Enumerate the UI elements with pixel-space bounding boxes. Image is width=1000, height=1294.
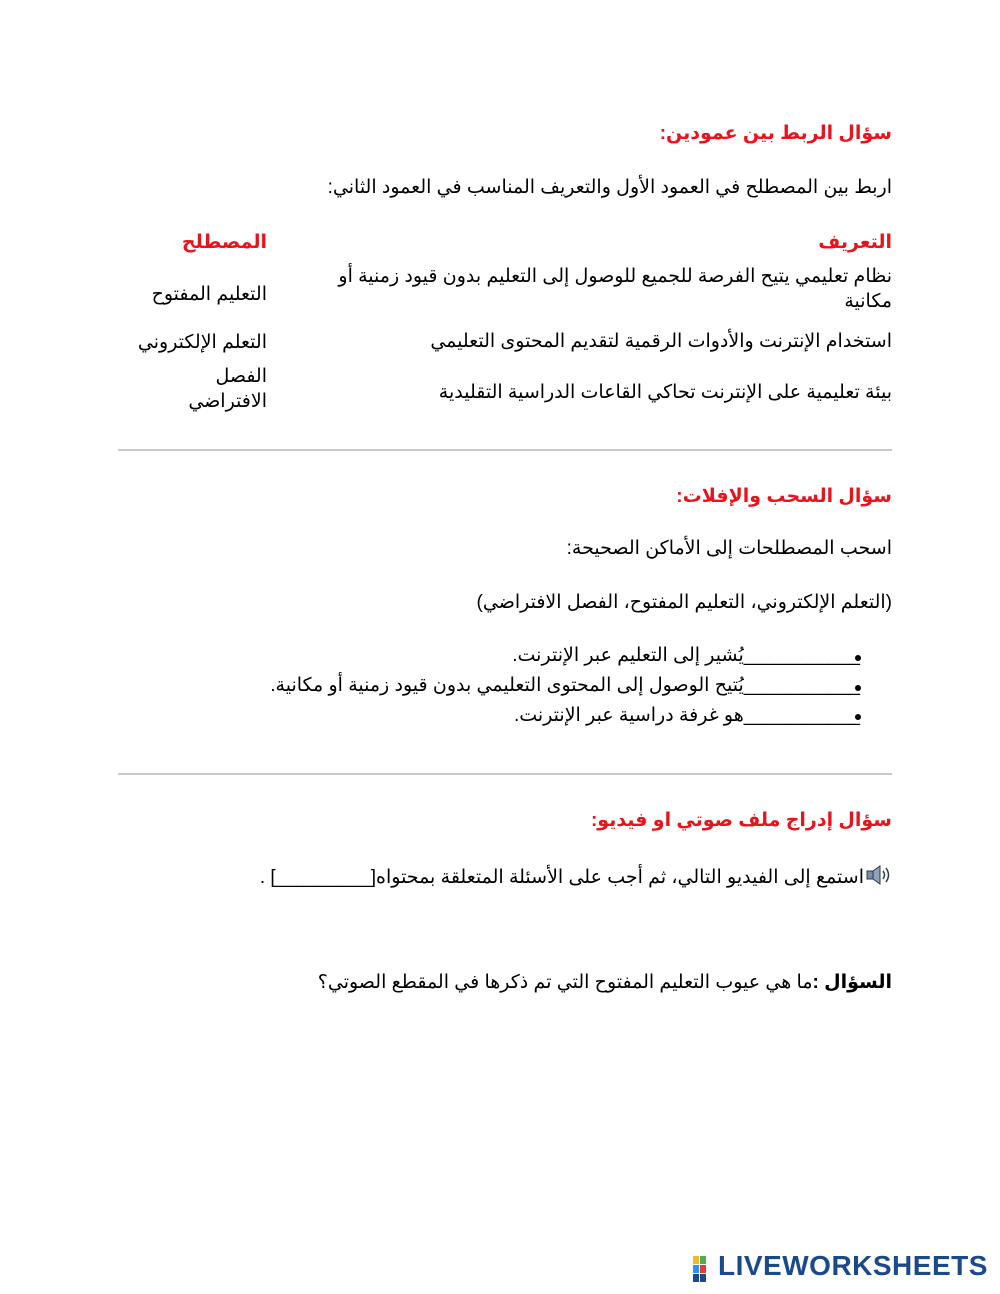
definition-1[interactable]: نظام تعليمي يتيح الفرصة للجميع للوصول إلى التعليم بدون قيود زمنية أو مكانية [338, 266, 892, 312]
drop-item-1[interactable]: ___________يُشير إلى التعليم عبر الإنترنت. [512, 645, 860, 666]
section2-instruction: اسحب المصطلحات إلى الأماكن الصحيحة: [566, 538, 892, 559]
question-row [318, 971, 892, 994]
term-1[interactable]: التعليم المفتوح [151, 284, 267, 305]
section2-title: سؤال السحب والإفلات: [676, 486, 892, 507]
definition-3[interactable]: بيئة تعليمية على الإنترنت تحاكي القاعات الدراسية التقليدية [438, 382, 892, 403]
term-2[interactable]: التعلم الإلكتروني [137, 332, 267, 353]
brand-name[interactable]: LIVEWORKSHEETS [718, 1250, 988, 1281]
term-header: المصطلح [181, 232, 267, 253]
divider-1 [118, 449, 892, 451]
speaker-icon[interactable] [866, 864, 892, 892]
definition-header: التعريف [818, 232, 892, 253]
question-label: السؤال : [812, 972, 892, 993]
section1-title: سؤال الربط بين عمودين: [659, 123, 892, 144]
audio-instruction: استمع إلى الفيديو التالي، ثم أجب على الأسئلة المتعلقة بمحتواه[_________] . [259, 867, 864, 889]
divider-2 [118, 773, 892, 775]
section3-title: سؤال إدراج ملف صوتي او فيديو: [590, 810, 892, 831]
word-bank[interactable]: (التعلم الإلكتروني، التعليم المفتوح، الفصل الافتراضي) [476, 592, 892, 613]
liveworksheets-logo-icon [693, 1256, 715, 1282]
section1-instruction: اربط بين المصطلح في العمود الأول والتعريف المناسب في العمود الثاني: [327, 177, 892, 198]
definition-2[interactable]: استخدام الإنترنت والأدوات الرقمية لتقديم المحتوى التعليمي [430, 331, 892, 352]
term-3[interactable]: الفصل الافتراضي [188, 366, 267, 412]
drop-item-2[interactable]: ___________يُتيح الوصول إلى المحتوى التعليمي بدون قيود زمنية أو مكانية. [270, 675, 860, 696]
drop-item-3[interactable]: ___________هو غرفة دراسية عبر الإنترنت. [513, 705, 860, 726]
question-text: ما هي عيوب التعليم المفتوح التي تم ذكرها في المقطع الصوتي؟ [317, 972, 813, 993]
audio-instruction-row [260, 864, 892, 892]
